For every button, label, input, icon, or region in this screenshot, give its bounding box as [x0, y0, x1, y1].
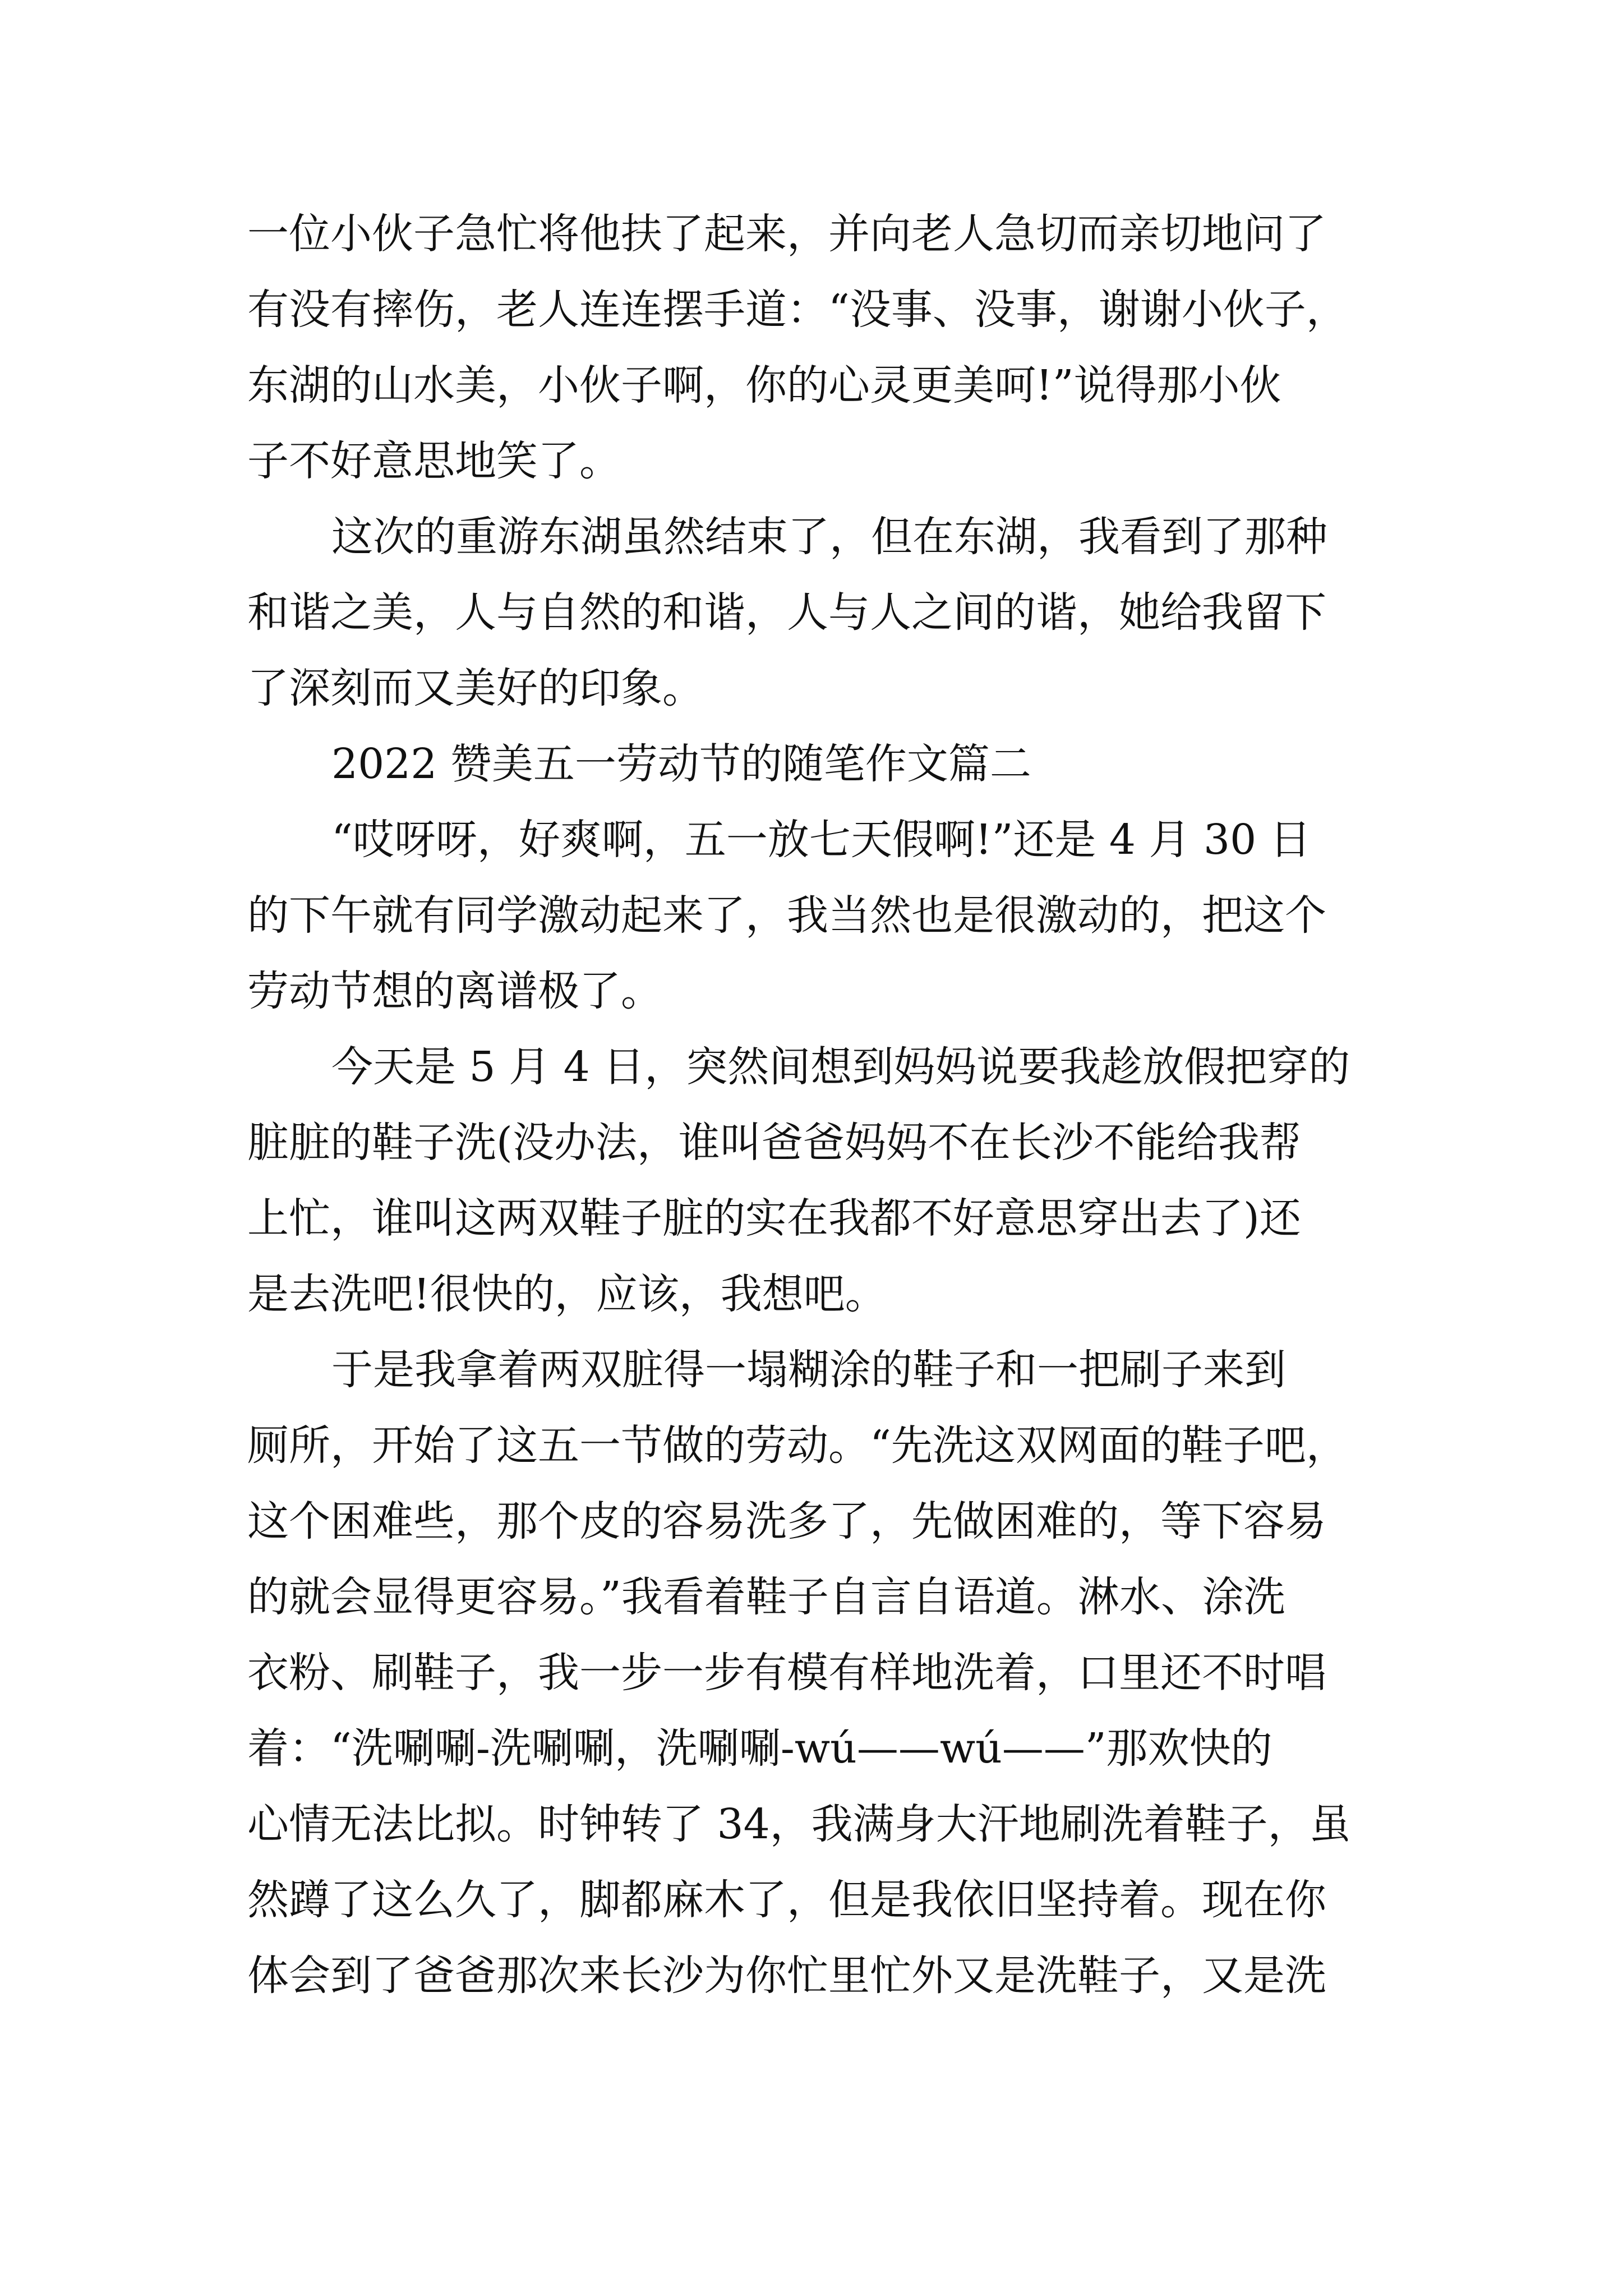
text-line: 心情无法比拟。时钟转了 34，我满身大汗地刷洗着鞋子，虽 — [247, 1800, 1351, 1848]
text-line: 是去洗吧!很快的，应该，我想吧。 — [247, 1270, 887, 1318]
text-line: 然蹲了这么久了，脚都麻木了，但是我依旧坚持着。现在你 — [247, 1876, 1326, 1924]
text-line: 一位小伙子急忙将他扶了起来，并向老人急切而亲切地问了 — [247, 210, 1326, 258]
text-line: 着：“洗唰唰-洗唰唰，洗唰唰-wú——wú——”那欢快的 — [247, 1724, 1272, 1773]
text-line: 的就会显得更容易。”我看着鞋子自言自语道。淋水、涂洗 — [247, 1573, 1285, 1621]
paragraph-start-line: 于是我拿着两双脏得一塌糊涂的鞋子和一把刷子来到 — [331, 1346, 1286, 1394]
text-line: 东湖的山水美，小伙子啊，你的心灵更美呵!”说得那小伙 — [247, 361, 1281, 409]
text-line: 衣粉、刷鞋子，我一步一步有模有样地洗着，口里还不时唱 — [247, 1649, 1326, 1697]
body-text — [247, 196, 1380, 2014]
paragraph-start-line: 这次的重游东湖虽然结束了，但在东湖，我看到了那种 — [331, 513, 1327, 561]
text-line: 了深刻而又美好的印象。 — [247, 664, 704, 712]
text-line: 这个困难些，那个皮的容易洗多了，先做困难的，等下容易 — [247, 1497, 1326, 1545]
paragraph-start-line: “哎呀呀，好爽啊，五一放七天假啊!”还是 4 月 30 日 — [331, 816, 1311, 864]
text-line: 脏脏的鞋子洗(没办法，谁叫爸爸妈妈不在长沙不能给我帮 — [247, 1119, 1301, 1167]
text-line: 体会到了爸爸那次来长沙为你忙里忙外又是洗鞋子，又是洗 — [247, 1952, 1326, 2000]
text-line: 和谐之美，人与自然的和谐，人与人之间的谐，她给我留下 — [247, 588, 1326, 637]
text-line: 子不好意思地笑了。 — [247, 437, 621, 485]
text-line: 上忙，谁叫这两双鞋子脏的实在我都不好意思穿出去了)还 — [247, 1194, 1301, 1243]
section-heading: 2022 赞美五一劳动节的随笔作文篇二 — [331, 740, 1031, 788]
text-line: 劳动节想的离谱极了。 — [247, 967, 662, 1015]
text-line: 有没有摔伤，老人连连摆手道：“没事、没事，谢谢小伙子， — [247, 286, 1348, 334]
text-line: 的下午就有同学激动起来了，我当然也是很激动的，把这个 — [247, 891, 1326, 940]
text-line: 厕所，开始了这五一节做的劳动。“先洗这双网面的鞋子吧， — [247, 1421, 1348, 1470]
paragraph-start-line: 今天是 5 月 4 日，突然间想到妈妈说要我趁放假把穿的 — [331, 1043, 1350, 1091]
